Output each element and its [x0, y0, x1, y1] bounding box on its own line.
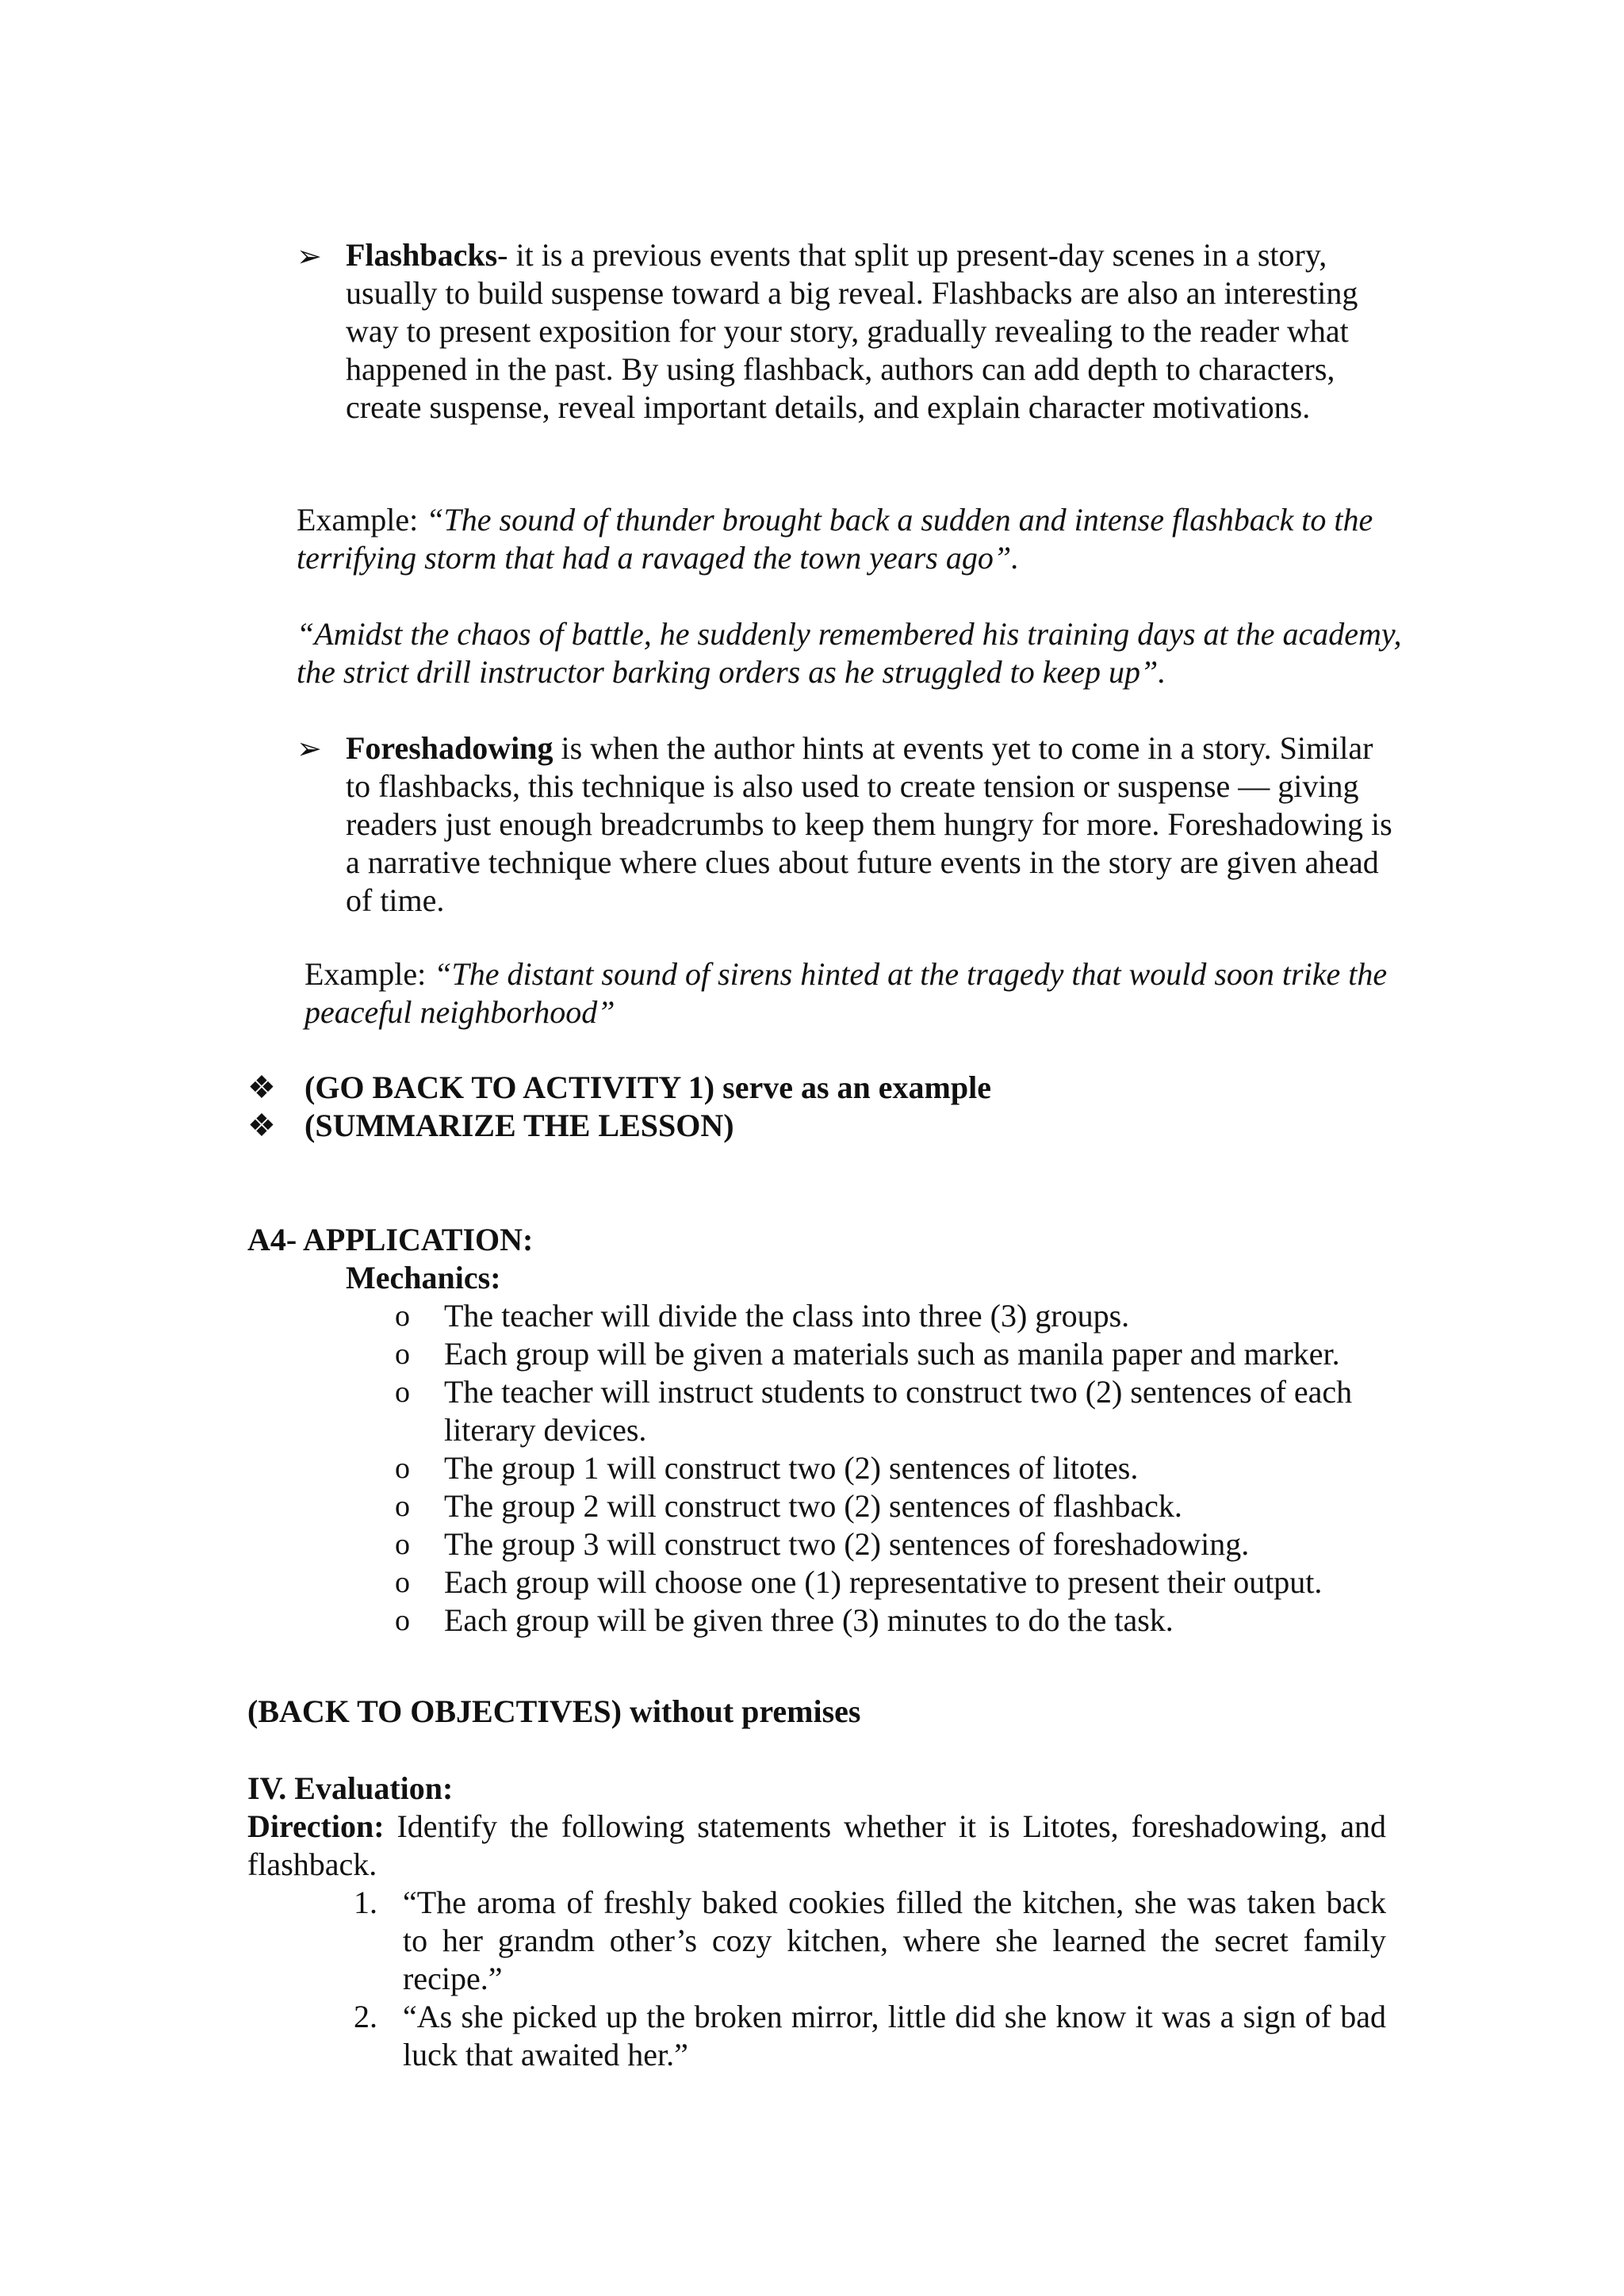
item-number: 1.: [354, 1885, 377, 1920]
direction-text: Identify the following statements whether it is Litotes, foreshadowing, and flashback.: [247, 1808, 1386, 1882]
list-item: o The group 1 will construct two (2) sentences of litotes.: [395, 1450, 1139, 1486]
list-item: o The group 3 will construct two (2) sentences of foreshadowing.: [395, 1526, 1250, 1562]
flashbacks-term: Flashbacks: [346, 237, 498, 273]
evaluation-heading: IV. Evaluation:: [247, 1770, 454, 1806]
note-summarize: (SUMMARIZE THE LESSON): [304, 1108, 734, 1143]
list-item: o Each group will be given three (3) minutes to do the task.: [395, 1602, 1174, 1638]
direction-label: Direction:: [247, 1808, 385, 1844]
evaluation-direction: [247, 1808, 1386, 1884]
mechanics-list: [395, 1297, 1396, 1640]
evaluation-item: “The aroma of freshly baked cookies filled the kitchen, she was taken back to her grandm other’s cozy kitchen, where she learned the secret family recipe.”: [403, 1885, 1386, 1996]
flashbacks-definition: - it is a previous events that split up present-day scenes in a story, usually to build suspense toward a big reveal. Flashbacks are also an interesting way to present exposition for your story, gradually revealing to the reader what happened in the past. By using flashback, authors can add depth to characters, create suspense, reveal important details, and explain character motivations.: [346, 237, 1358, 425]
flashbacks-example-2: [297, 615, 1407, 691]
note-go-back: (GO BACK TO ACTIVITY 1) serve as an example: [304, 1070, 991, 1105]
example-label: Example:: [297, 502, 427, 538]
arrow-bullet-icon: ➢: [297, 733, 322, 766]
list-item: o The teacher will divide the class into three (3) groups.: [395, 1298, 1130, 1334]
example-text: “The sound of thunder brought back a sudden and intense flashback to the terrifying storm that had a ravaged the town years ago”.: [297, 502, 1373, 576]
list-item: o The teacher will instruct students to construct two (2) sentences of each literary devices.: [395, 1374, 1353, 1448]
foreshadowing-example: [304, 955, 1407, 1031]
flashbacks-paragraph: [346, 236, 1400, 427]
example-text: “Amidst the chaos of battle, he suddenly remembered his training days at the academy, the strict drill instructor barking orders as he struggled to keep up”.: [297, 616, 1402, 690]
diamond-bullet-icon: ❖: [247, 1108, 276, 1143]
application-heading: A4- APPLICATION:: [247, 1222, 534, 1257]
mechanics-heading: Mechanics:: [346, 1260, 501, 1295]
example-label: Example:: [304, 956, 435, 992]
evaluation-item: “As she picked up the broken mirror, little did she know it was a sign of bad luck that awaited her.”: [403, 1999, 1386, 2072]
foreshadowing-paragraph: [346, 729, 1400, 920]
item-number: 2.: [354, 1999, 377, 2034]
foreshadowing-term: Foreshadowing: [346, 730, 553, 766]
example-text: “The distant sound of sirens hinted at the tragedy that would soon trike the peaceful neighborhood”: [304, 956, 1388, 1030]
back-to-objectives: (BACK TO OBJECTIVES) without premises: [247, 1693, 861, 1729]
flashbacks-example-1: [297, 501, 1407, 577]
list-item: o The group 2 will construct two (2) sentences of flashback.: [395, 1488, 1182, 1524]
list-item: o Each group will be given a materials such as manila paper and marker.: [395, 1336, 1340, 1372]
list-item: o Each group will choose one (1) representative to present their output.: [395, 1564, 1323, 1600]
arrow-bullet-icon: ➢: [297, 240, 322, 274]
foreshadowing-definition: is when the author hints at events yet to come in a story. Similar to flashbacks, this technique is also used to create tension or suspense — giving readers just enough breadcrumbs to keep them hungry for more. Foreshadowing is a narrative technique where clues about future events in the story are given ahead of time.: [346, 730, 1392, 918]
diamond-bullet-icon: ❖: [247, 1070, 276, 1105]
